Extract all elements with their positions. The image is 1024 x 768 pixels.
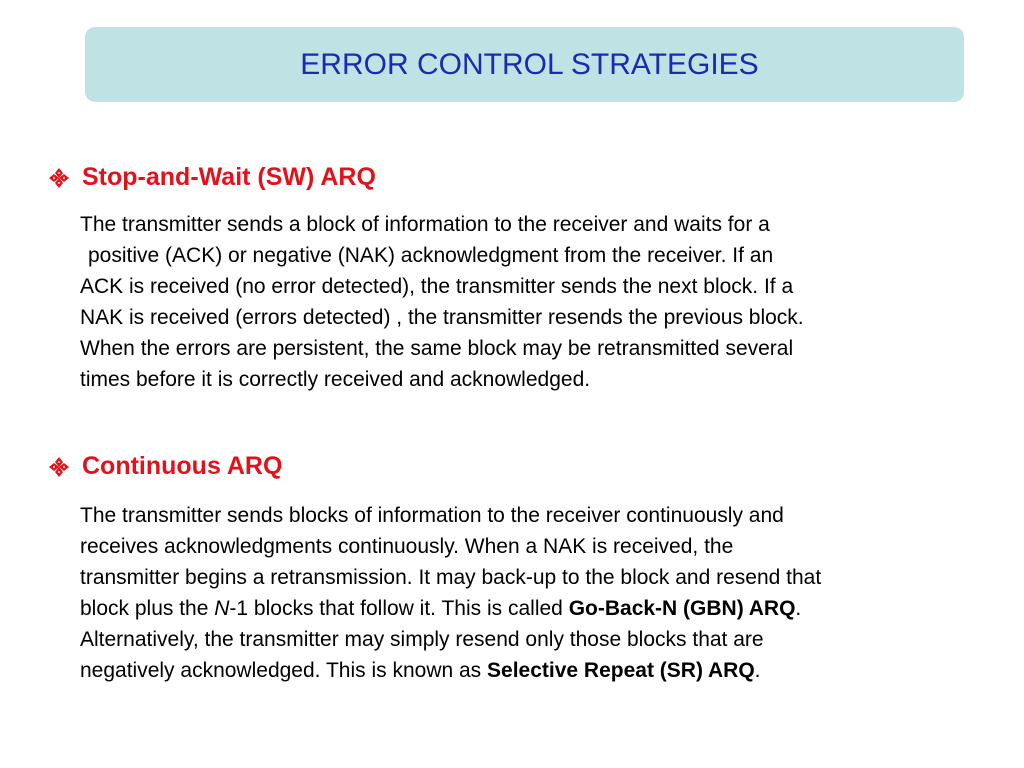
paragraph-line: NAK is received (errors detected) , the transmitter resends the previous block. <box>80 306 804 329</box>
gbn-middle: -1 blocks that follow it. This is called <box>229 597 569 620</box>
gbn-line <box>80 593 821 624</box>
gbn-italic-n: N <box>214 597 230 620</box>
paragraph-line: times before it is correctly received and acknowledged. <box>80 368 591 391</box>
sr-suffix: . <box>754 659 761 682</box>
continuous-arq-paragraph <box>80 500 821 686</box>
sr-term: Selective Repeat (SR) ARQ <box>487 659 755 682</box>
paragraph-line: Alternatively, the transmitter may simply resend only those blocks that are <box>80 628 764 651</box>
paragraph-line: positive (ACK) or negative (NAK) acknowledgment from the receiver. If an <box>88 244 774 267</box>
sr-prefix: negatively acknowledged. This is known as <box>80 659 488 682</box>
gbn-term: Go-Back-N (GBN) ARQ <box>568 597 796 620</box>
gbn-suffix: . <box>795 597 802 620</box>
paragraph-line: transmitter begins a retransmission. It may back-up to the block and resend that <box>80 566 822 589</box>
section-heading-continuous <box>48 452 282 481</box>
sr-line <box>80 655 821 686</box>
paragraph-line: ACK is received (no error detected), the transmitter sends the next block. If a <box>80 275 794 298</box>
paragraph-line: When the errors are persistent, the same block may be retransmitted several <box>80 337 794 360</box>
section-heading-text: Continuous ARQ <box>82 452 283 480</box>
section-heading-text: Stop-and-Wait (SW) ARQ <box>82 163 376 191</box>
four-diamond-bullet-icon <box>48 167 70 189</box>
paragraph-line: The transmitter sends a block of information to the receiver and waits for a <box>80 213 770 236</box>
page-title: ERROR CONTROL STRATEGIES <box>300 47 759 81</box>
gbn-prefix: block plus the <box>80 597 215 620</box>
paragraph-line: The transmitter sends blocks of information to the receiver continuously and <box>80 504 784 527</box>
four-diamond-bullet-icon <box>48 456 70 478</box>
stop-and-wait-paragraph <box>80 209 804 395</box>
title-banner <box>85 27 964 102</box>
paragraph-line: receives acknowledgments continuously. When a NAK is received, the <box>80 535 734 558</box>
section-heading-stop-and-wait <box>48 163 376 192</box>
